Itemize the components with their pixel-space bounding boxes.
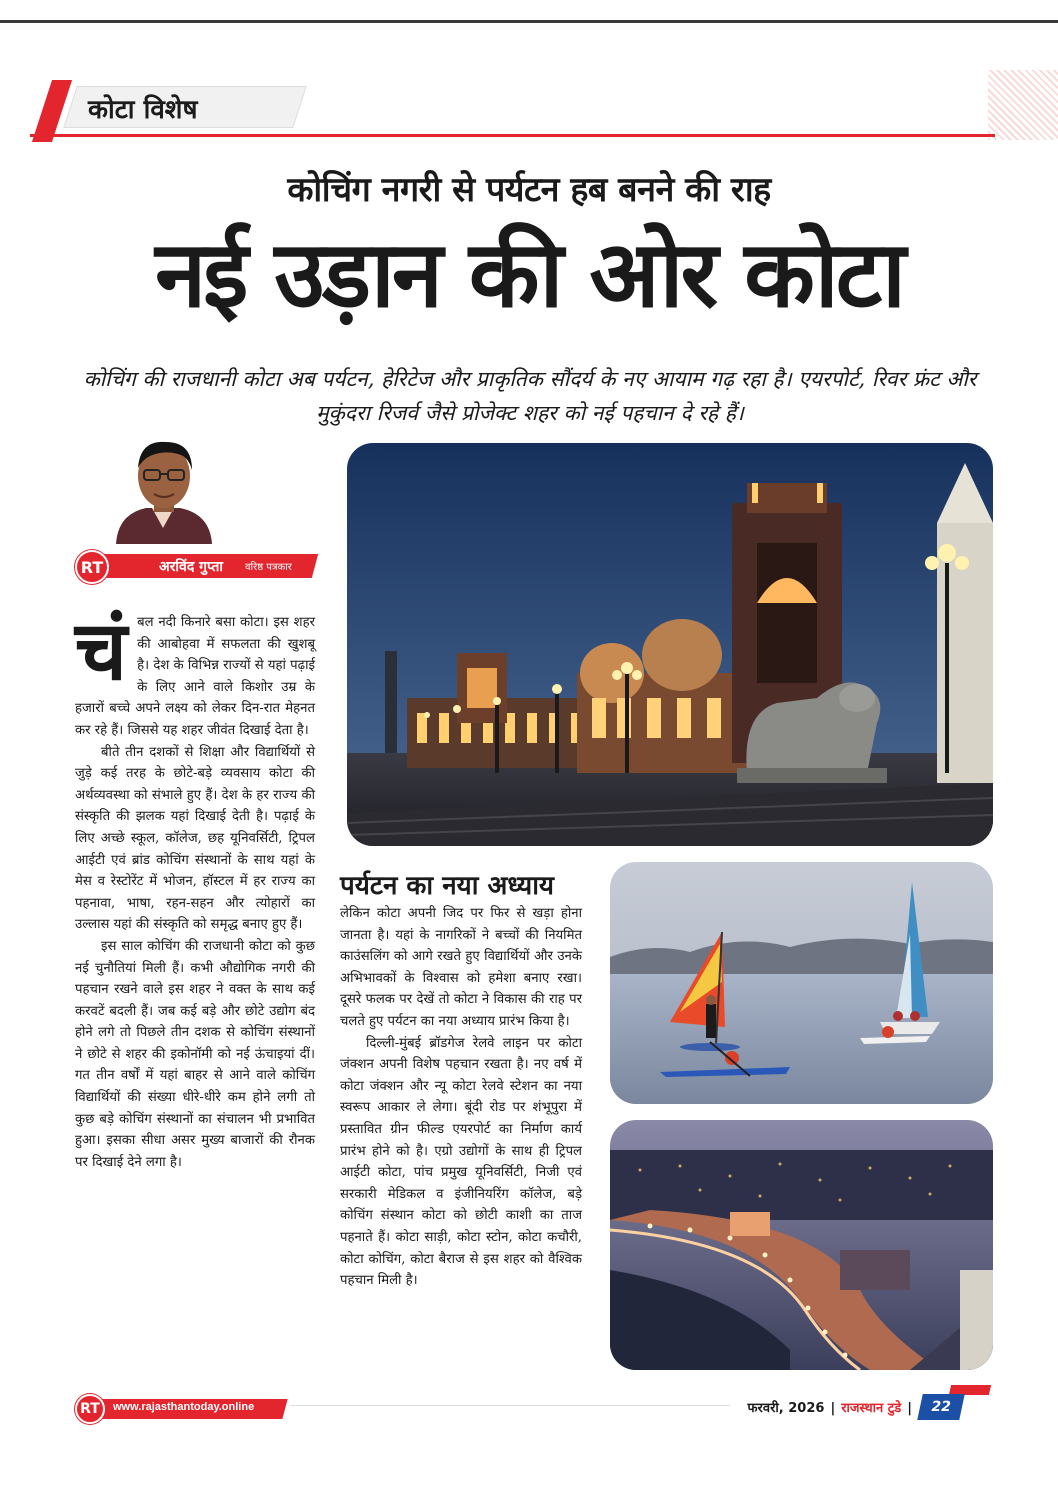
top-rule bbox=[0, 20, 1058, 23]
corner-decoration bbox=[988, 70, 1058, 140]
author-byline bbox=[75, 550, 315, 584]
page-number: 22 bbox=[917, 1394, 965, 1420]
paragraph: इस साल कोचिंग की राजधानी कोटा को कुछ नई चुनौतियां मिली हैं। कभी औद्योगिक नगरी की पहचान रखने वाले इस शहर ने वक्त के साथ कई करवटें बदली हैं। जब कई बड़े और छोटे उद्योग बंद होने लगे तो पिछले तीन दशक से कोचिंग संस्थानों ने छोटे से शहर की इकोनॉमी को नई ऊंचाइयां दीं। गत तीन वर्षों में यहां बाहर से आने वाले कोचिंग विद्यार्थियों की संख्या धीरे-धीरे कम होने लगी तो कुछ बड़े कोचिंग संस्थानों का संचालन भी प्रभावित हुआ। इसका सीधा असर मुख्य बाजारों की रौनक पर दिखाई देने लगा है। bbox=[75, 938, 315, 1170]
issue-month: फरवरी, 2026 bbox=[747, 1401, 825, 1416]
dropcap: चं bbox=[75, 603, 128, 699]
riverfront-night-photo bbox=[347, 443, 993, 846]
paragraph: बीते तीन दशकों से शिक्षा और विद्यार्थियों से जुड़े कई तरह के छोटे-बड़े व्यवसाय कोटा की अर्थव्यवस्था को संभाले हुए हैं। देश के हर राज्य की संस्कृति की झलक यहां दिखाई देती है। पढ़ाई के लिए अच्छे स्कूल, कॉलेज, छह यूनिवर्सिटी, ट्रिपल आईटी एवं ब्रांड कोचिंग संस्थानों के साथ यहां के मेस व रेस्टोरेंट में भोजन, हॉस्टल में हर राज्य का पहनावा, भाषा, रहन-सहन और त्योहारों का उल्लास यहां की संस्कृति को समृद्ध बनाए हुए हैं। bbox=[75, 744, 315, 933]
paragraph bbox=[75, 603, 315, 742]
paragraph-text: बल नदी किनारे बसा कोटा। इस शहर की आबोहवा में सफलता की खुशबू है। देश के विभिन्न राज्यों से यहां पढ़ाई के लिए आने वाले किशोर उम्र के हजारों बच्चे अपने लक्ष्य को लेकर दिन-रात मेहनत कर रहे हैं। जिससे यह शहर जीवंत दिखाई देता है। bbox=[75, 615, 315, 738]
folio: फरवरी, 2026 | राजस्थान टुडे | bbox=[747, 1401, 912, 1416]
rt-logo: RT bbox=[75, 550, 109, 584]
section-rule bbox=[30, 134, 995, 137]
sailing-photo bbox=[610, 862, 993, 1104]
author-name: अरविंद गुप्ता bbox=[159, 559, 223, 575]
deck: कोचिंग की राजधानी कोटा अब पर्यटन, हेरिटेज और प्राकृतिक सौंदर्य के नए आयाम गढ़ रहा है। एयरपोर्ट, रिवर फ्रंट और मुकुंदरा रिजर्व जैसे प्रोजेक्ट शहर को नई पहचान दे रहे हैं। bbox=[83, 367, 977, 425]
author-role: वरिष्ठ पत्रकार bbox=[245, 562, 292, 573]
section-tag-label: कोटा विशेष bbox=[88, 95, 198, 125]
rt-logo: RT bbox=[75, 1394, 105, 1424]
headline: नई उड़ान की ओर कोटा bbox=[155, 221, 903, 328]
website-link[interactable]: www.rajasthantoday.online bbox=[113, 1401, 255, 1413]
subheading: पर्यटन का नया अध्याय bbox=[340, 871, 555, 901]
article-column-1 bbox=[75, 603, 315, 1173]
kicker: कोचिंग नगरी से पर्यटन हब बनने की राह bbox=[287, 170, 771, 210]
section-tag bbox=[30, 80, 275, 132]
publication-name: राजस्थान टुडे bbox=[841, 1401, 902, 1416]
article-column-2 bbox=[340, 903, 582, 1292]
aerial-riverfront-photo bbox=[610, 1120, 993, 1370]
section-tag-accent bbox=[32, 80, 72, 142]
footer-website[interactable] bbox=[75, 1394, 285, 1422]
paragraph: लेकिन कोटा अपनी जिद पर फिर से खड़ा होना जानता है। यहां के नागरिकों ने बच्चों की नियमित काउंसलिंग को आगे रखते हुए विद्यार्थियों और उनके अभिभावकों के विश्वास को हमेशा बनाए रखा। दूसरे फलक पर देखें तो कोटा ने विकास की राह पर चलते हुए पर्यटन का नया अध्याय प्रारंभ किया है। bbox=[340, 906, 582, 1029]
footer-rule bbox=[290, 1405, 730, 1406]
paragraph: दिल्ली-मुंबई ब्रॉडगेज रेलवे लाइन पर कोटा जंक्शन अपनी विशेष पहचान रखता है। नए वर्ष में कोटा जंक्शन और न्यू कोटा रेलवे स्टेशन का नया स्वरूप आकार ले लेगा। बूंदी रोड पर शंभूपुरा में प्रस्तावित ग्रीन फील्ड एयरपोर्ट का निर्माण कार्य प्रारंभ होने को है। एग्रो उद्योगों के साथ ही ट्रिपल आईटी कोटा, पांच प्रमुख यूनिवर्सिटी, निजी एवं सरकारी मेडिकल व इंजीनियरिंग कॉलेज, बड़े कोचिंग संस्थान कोटा को छोटी काशी का ताज पहनाते हैं। कोटा साड़ी, कोटा स्टोन, कोटा कचौरी, कोटा कोचिंग, कोटा बैराज से इस शहर को वैश्विक पहचान मिली है। bbox=[340, 1035, 582, 1289]
author-photo bbox=[108, 432, 218, 544]
